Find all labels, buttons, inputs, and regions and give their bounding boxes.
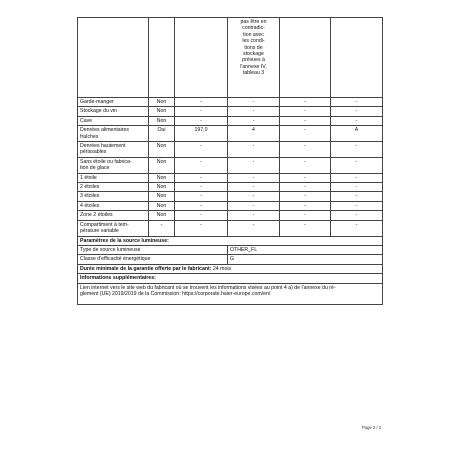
- empty-cell: [175, 18, 228, 98]
- compartment-present: -: [149, 220, 175, 236]
- compartment-name: [78, 220, 149, 236]
- compartment-freezing: -: [280, 192, 331, 201]
- empty-cell: [149, 18, 175, 98]
- table-row: [78, 211, 383, 220]
- compartment-name-line: 1 étoile: [80, 174, 97, 181]
- storage-note-line: les condi-: [242, 38, 265, 45]
- compartment-climate: -: [331, 183, 383, 192]
- table-row: [78, 220, 383, 236]
- energy-class-label: Classe d'efficacité énergétique: [78, 255, 228, 264]
- compartment-freezing: -: [280, 126, 331, 142]
- table-row-top-note: [78, 18, 383, 98]
- compartment-freezing: -: [280, 116, 331, 125]
- compartment-climate: -: [331, 192, 383, 201]
- compartment-name: [78, 201, 149, 210]
- additional-info-text-row: [78, 283, 383, 304]
- compartment-temperature: -: [228, 192, 280, 201]
- compartment-present: Non: [149, 98, 175, 107]
- storage-note-line: contradic-: [242, 25, 265, 32]
- compartment-name-line: Denrées alimentaires: [80, 127, 130, 134]
- table-row: [78, 126, 383, 142]
- light-source-type-value: OTHER_FL: [228, 245, 383, 254]
- compartment-present: Oui: [149, 126, 175, 142]
- compartment-climate: -: [331, 107, 383, 116]
- compartment-freezing: -: [280, 107, 331, 116]
- compartment-freezing: -: [280, 98, 331, 107]
- compartment-freezing: -: [280, 157, 331, 173]
- additional-info-heading-row: [78, 274, 383, 283]
- compartment-freezing: -: [280, 220, 331, 236]
- compartment-name: [78, 107, 149, 116]
- compartment-name-line: Zone 2 étoiles: [80, 212, 113, 219]
- compartment-volume: -: [175, 142, 228, 158]
- compartment-climate: A: [331, 126, 383, 142]
- storage-note-line: tion avec: [243, 31, 264, 38]
- compartment-name-line: pérature variable: [80, 228, 119, 235]
- warranty-label: Durée minimale de la garantie offerte par le fabricant:: [80, 265, 212, 272]
- empty-cell: [280, 18, 331, 98]
- compartment-present: Non: [149, 142, 175, 158]
- empty-cell: [331, 18, 383, 98]
- page-number: Page 2 / 2: [362, 425, 382, 430]
- compartment-freezing: -: [280, 183, 331, 192]
- specification-table-body: [78, 18, 383, 305]
- compartment-temperature: -: [228, 173, 280, 182]
- compartment-climate: -: [331, 142, 383, 158]
- compartment-temperature: -: [228, 98, 280, 107]
- compartment-present: Non: [149, 192, 175, 201]
- compartment-name-line: Compartiment à tem-: [80, 221, 129, 228]
- compartment-temperature: -: [228, 183, 280, 192]
- compartment-name-line: 3 étoiles: [80, 193, 100, 200]
- compartment-climate: -: [331, 116, 383, 125]
- compartment-freezing: -: [280, 142, 331, 158]
- compartment-climate: -: [331, 173, 383, 182]
- compartment-volume: -: [175, 211, 228, 220]
- warranty-value: 24 mois: [212, 265, 232, 272]
- compartment-present: Non: [149, 116, 175, 125]
- compartment-name: [78, 173, 149, 182]
- compartment-volume: -: [175, 157, 228, 173]
- table-row: [78, 116, 383, 125]
- compartment-name-line: Cave: [80, 117, 93, 124]
- table-row: [78, 201, 383, 210]
- compartment-volume: -: [175, 192, 228, 201]
- storage-note-line: tions de: [244, 44, 263, 51]
- compartment-name-line: périssables: [80, 149, 107, 156]
- compartment-freezing: -: [280, 173, 331, 182]
- compartment-name: [78, 116, 149, 125]
- compartment-temperature: -: [228, 157, 280, 173]
- compartment-volume: -: [175, 220, 228, 236]
- table-row: [78, 107, 383, 116]
- compartment-temperature: -: [228, 142, 280, 158]
- warranty-row: [78, 264, 383, 273]
- compartment-name: [78, 98, 149, 107]
- compartment-temperature: -: [228, 201, 280, 210]
- compartment-present: Non: [149, 183, 175, 192]
- compartment-climate: -: [331, 157, 383, 173]
- compartment-temperature: -: [228, 107, 280, 116]
- table-row: [78, 142, 383, 158]
- compartment-name-line: Sans étoile ou fabrica-: [80, 158, 132, 165]
- storage-note-line: prévues à: [242, 57, 265, 64]
- compartment-volume: 197,0: [175, 126, 228, 142]
- compartment-name: [78, 211, 149, 220]
- compartment-name-line: Denrées hautement: [80, 143, 126, 150]
- compartment-name-line: 2 étoiles: [80, 184, 100, 191]
- compartment-present: Non: [149, 201, 175, 210]
- compartment-climate: -: [331, 220, 383, 236]
- additional-info-line: glement (UE) 2019/2019 de la Commission: https://corporate.haier-europe.com/en/: [80, 290, 271, 297]
- compartment-name: [78, 126, 149, 142]
- compartment-name: [78, 183, 149, 192]
- compartment-temperature: -: [228, 116, 280, 125]
- compartment-volume: -: [175, 173, 228, 182]
- empty-cell: [78, 18, 149, 98]
- table-row: [78, 98, 383, 107]
- compartment-present: Non: [149, 107, 175, 116]
- compartment-volume: -: [175, 98, 228, 107]
- compartment-name-line: Stockage du vin: [80, 108, 117, 115]
- energy-class-row: [78, 255, 383, 264]
- storage-note-line: stockage: [243, 51, 264, 58]
- compartment-name-line: Garde-manger: [80, 99, 114, 105]
- compartment-temperature: 4: [228, 126, 280, 142]
- compartment-name-line: 4 étoiles: [80, 202, 100, 209]
- compartment-volume: -: [175, 183, 228, 192]
- compartment-present: Non: [149, 157, 175, 173]
- compartment-freezing: -: [280, 211, 331, 220]
- additional-info-text: [78, 283, 383, 304]
- storage-note-line: tableau 3: [242, 70, 265, 77]
- light-source-heading: Paramètres de la source lumineuse:: [78, 236, 383, 245]
- compartment-present: Non: [149, 173, 175, 182]
- compartment-name-line: tion de glace: [80, 165, 110, 172]
- light-source-type-row: [78, 245, 383, 254]
- compartment-climate: -: [331, 98, 383, 107]
- compartment-name: [78, 157, 149, 173]
- compartment-volume: -: [175, 116, 228, 125]
- table-row: [78, 173, 383, 182]
- storage-conditions-note-cell: [228, 18, 280, 98]
- storage-note-line: pas être en: [240, 19, 267, 25]
- light-source-heading-row: [78, 236, 383, 245]
- additional-info-line: Lien internet vers le site web du fabricant où se trouvent les informations visées au point 4 a) de l'annexe du rè-: [80, 284, 336, 291]
- compartment-temperature: -: [228, 211, 280, 220]
- table-row: [78, 192, 383, 201]
- compartment-name-line: fraîches: [80, 133, 99, 140]
- storage-note-line: l'annexe IV,: [240, 63, 267, 70]
- compartment-name: [78, 142, 149, 158]
- compartment-volume: -: [175, 201, 228, 210]
- compartment-climate: -: [331, 201, 383, 210]
- compartment-freezing: -: [280, 201, 331, 210]
- warranty-cell: [78, 264, 383, 273]
- compartment-temperature: -: [228, 220, 280, 236]
- compartment-present: Non: [149, 211, 175, 220]
- compartment-name: [78, 192, 149, 201]
- table-row: [78, 157, 383, 173]
- light-source-type-label: Type de source lumineuse: [78, 245, 228, 254]
- compartment-climate: -: [331, 211, 383, 220]
- compartment-volume: -: [175, 107, 228, 116]
- table-row: [78, 183, 383, 192]
- energy-class-value: G: [228, 255, 383, 264]
- additional-info-heading: Informations supplémentaires:: [78, 274, 383, 283]
- specification-table: [77, 17, 383, 305]
